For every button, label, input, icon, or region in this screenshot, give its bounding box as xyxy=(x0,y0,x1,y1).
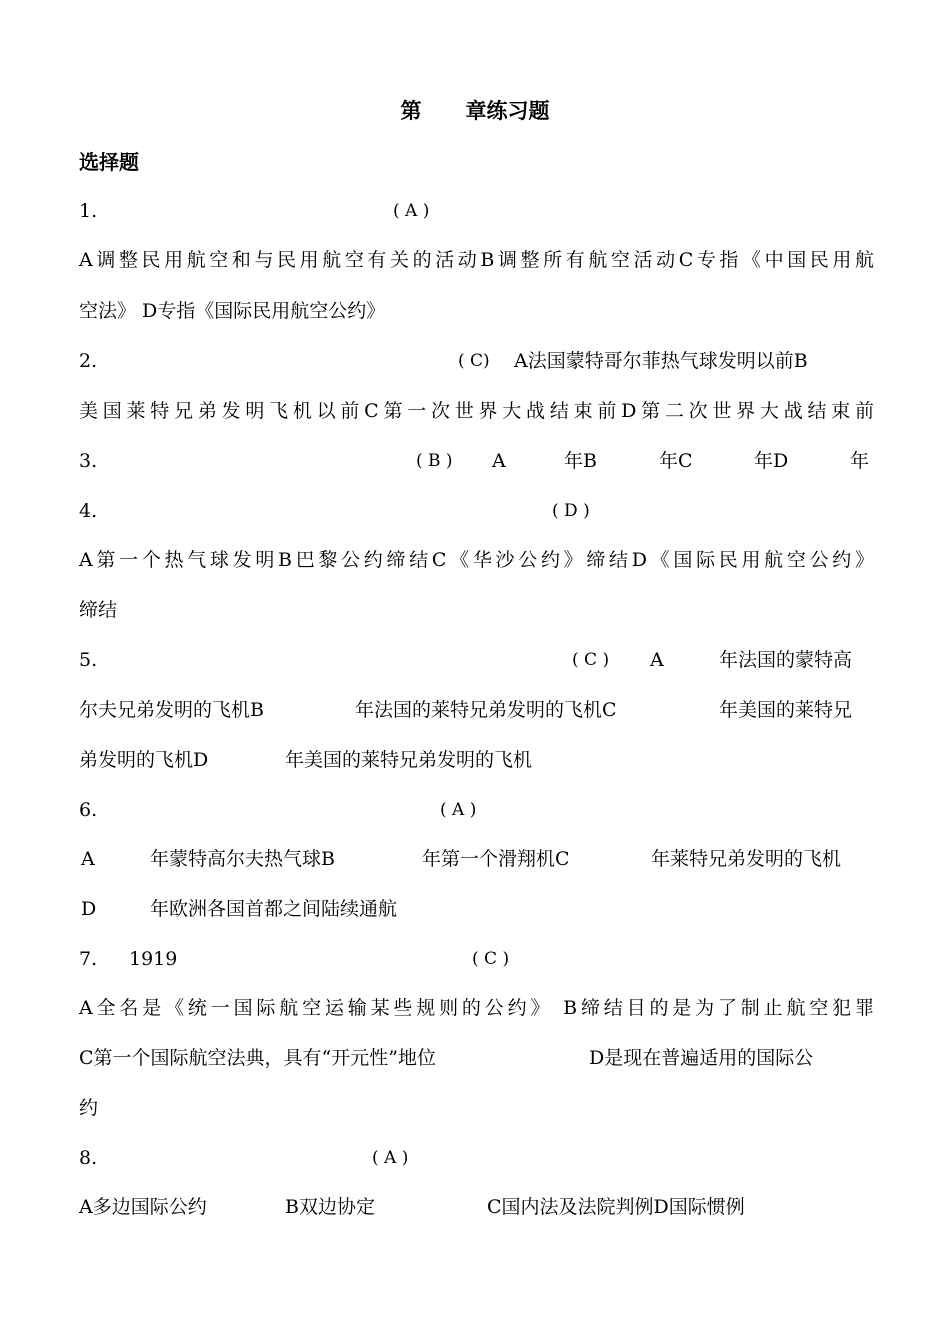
q3-option-e: 年 xyxy=(850,450,870,472)
q6-option-a: A xyxy=(81,848,95,870)
q3-option-b: 年B xyxy=(564,450,597,472)
title-part-1: 第 xyxy=(400,99,422,123)
q1-answer: ( A ) xyxy=(393,201,430,221)
q4-options-line1: A第一个热气球发明B巴黎公约缔结C《华沙公约》缔结D《国际民用航空公约》 xyxy=(79,549,874,571)
q8-stem: 8. xyxy=(79,1147,98,1169)
q4-stem: 4. xyxy=(79,500,98,522)
q6-option-d-text: 年欧洲各国首都之间陆续通航 xyxy=(150,898,398,920)
q2-stem: 2. xyxy=(79,350,98,372)
q5-line2-b: 年法国的莱特兄弟发明的飞机C xyxy=(355,699,617,721)
q6-option-a-text: 年蒙特高尔夫热气球B xyxy=(150,848,335,870)
q5-line2-c: 年美国的莱特兄 xyxy=(719,699,853,721)
q7-answer: ( C ) xyxy=(472,949,510,969)
q6-option-b-text: 年第一个滑翔机C xyxy=(422,848,570,870)
q5-option-a-text: 年法国的蒙特高 xyxy=(719,649,853,671)
q6-option-c-text: 年莱特兄弟发明的飞机 xyxy=(651,848,842,870)
q3-answer: ( B ) xyxy=(416,451,453,471)
q6-answer: ( A ) xyxy=(440,800,477,820)
q5-line2-a: 尔夫兄弟发明的飞机B xyxy=(79,699,264,721)
q7-stem: 7. xyxy=(79,948,98,970)
q1-stem: 1. xyxy=(79,200,98,222)
q6-option-d: D xyxy=(81,898,97,920)
q7-year: 1919 xyxy=(129,948,178,970)
q5-line3-b: 年美国的莱特兄弟发明的飞机 xyxy=(285,749,533,771)
q8-answer: ( A ) xyxy=(372,1148,409,1168)
q6-stem: 6. xyxy=(79,799,98,821)
q5-answer: ( C ) xyxy=(572,650,610,670)
q2-options-tail: A法国蒙特哥尔菲热气球发明以前B xyxy=(514,350,808,372)
q4-options-line2: 缔结 xyxy=(79,599,118,621)
q7-options-line2-a: C第一个国际航空法典，具有“开元性”地位 xyxy=(79,1047,436,1069)
q8-option-d: D国际惯例 xyxy=(653,1196,745,1218)
q7-options-line3: 约 xyxy=(79,1097,99,1119)
section-heading: 选择题 xyxy=(79,150,139,174)
q8-option-a: A多边国际公约 xyxy=(79,1196,207,1218)
q3-option-c: 年C xyxy=(659,450,693,472)
q1-options-line1: A调整民用航空和与民用航空有关的活动B调整所有航空活动C专指《中国民用航 xyxy=(79,249,874,271)
q3-stem: 3. xyxy=(79,450,98,472)
page-title xyxy=(0,96,950,126)
q8-option-b: B双边协定 xyxy=(285,1196,375,1218)
q8-option-c: C国内法及法院判例 xyxy=(487,1196,654,1218)
q1-options-line2: 空法》 D专指《国际民用航空公约》 xyxy=(79,300,386,322)
q7-options-line2-b: D是现在普遍适用的国际公 xyxy=(589,1047,814,1069)
q5-option-a: A xyxy=(650,649,664,671)
q7-options-line1: A全名是《统一国际航空运输某些规则的公约》 B缔结目的是为了制止航空犯罪 xyxy=(79,997,874,1019)
q2-answer: ( C) xyxy=(458,351,490,371)
q4-answer: ( D ) xyxy=(552,501,590,521)
q5-stem: 5. xyxy=(79,649,98,671)
q8-option-c-d xyxy=(487,1192,745,1222)
q3-option-a: A xyxy=(492,450,506,472)
q2-options-line2: 美国莱特兄弟发明飞机以前C第一次世界大战结束前D第二次世界大战结束前 xyxy=(79,400,874,422)
q3-option-d: 年D xyxy=(754,450,789,472)
title-part-2: 章练习题 xyxy=(465,99,550,123)
q5-line3-a: 弟发明的飞机D xyxy=(79,749,209,771)
